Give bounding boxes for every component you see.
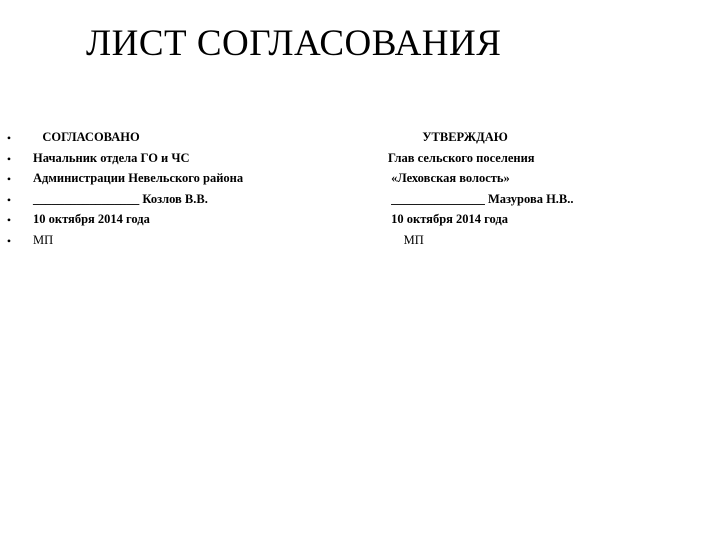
agreed-block (33, 127, 243, 250)
agreed-position: Начальник отдела ГО и ЧС (33, 150, 190, 165)
approved-signature: _______________ Мазурова Н.В.. (388, 191, 574, 206)
bullet-icon: • (6, 233, 12, 248)
approved-block (388, 127, 574, 250)
approved-heading: УТВЕРЖДАЮ (388, 130, 508, 144)
agreed-heading: СОГЛАСОВАНО (33, 130, 140, 144)
approved-position: Глав сельского поселения (388, 150, 535, 165)
agreed-stamp: МП (33, 232, 54, 247)
approved-stamp: МП (388, 232, 424, 247)
bullet-icon: • (6, 213, 12, 227)
document-title: ЛИСТ СОГЛАСОВАНИЯ (86, 23, 502, 64)
approved-date: 10 октября 2014 года (388, 212, 508, 226)
bullet-icon: • (6, 131, 12, 145)
agreed-date: 10 октября 2014 года (33, 212, 150, 226)
agreed-signature: _________________ Козлов В.В. (33, 191, 208, 206)
agreed-organization: Администрации Невельского района (33, 171, 244, 185)
approved-organization: «Леховская волость» (388, 171, 510, 185)
bullet-icon: • (6, 192, 12, 207)
bullet-icon: • (6, 151, 12, 166)
bullet-icon: • (6, 172, 12, 186)
bullet-list (4, 128, 14, 251)
